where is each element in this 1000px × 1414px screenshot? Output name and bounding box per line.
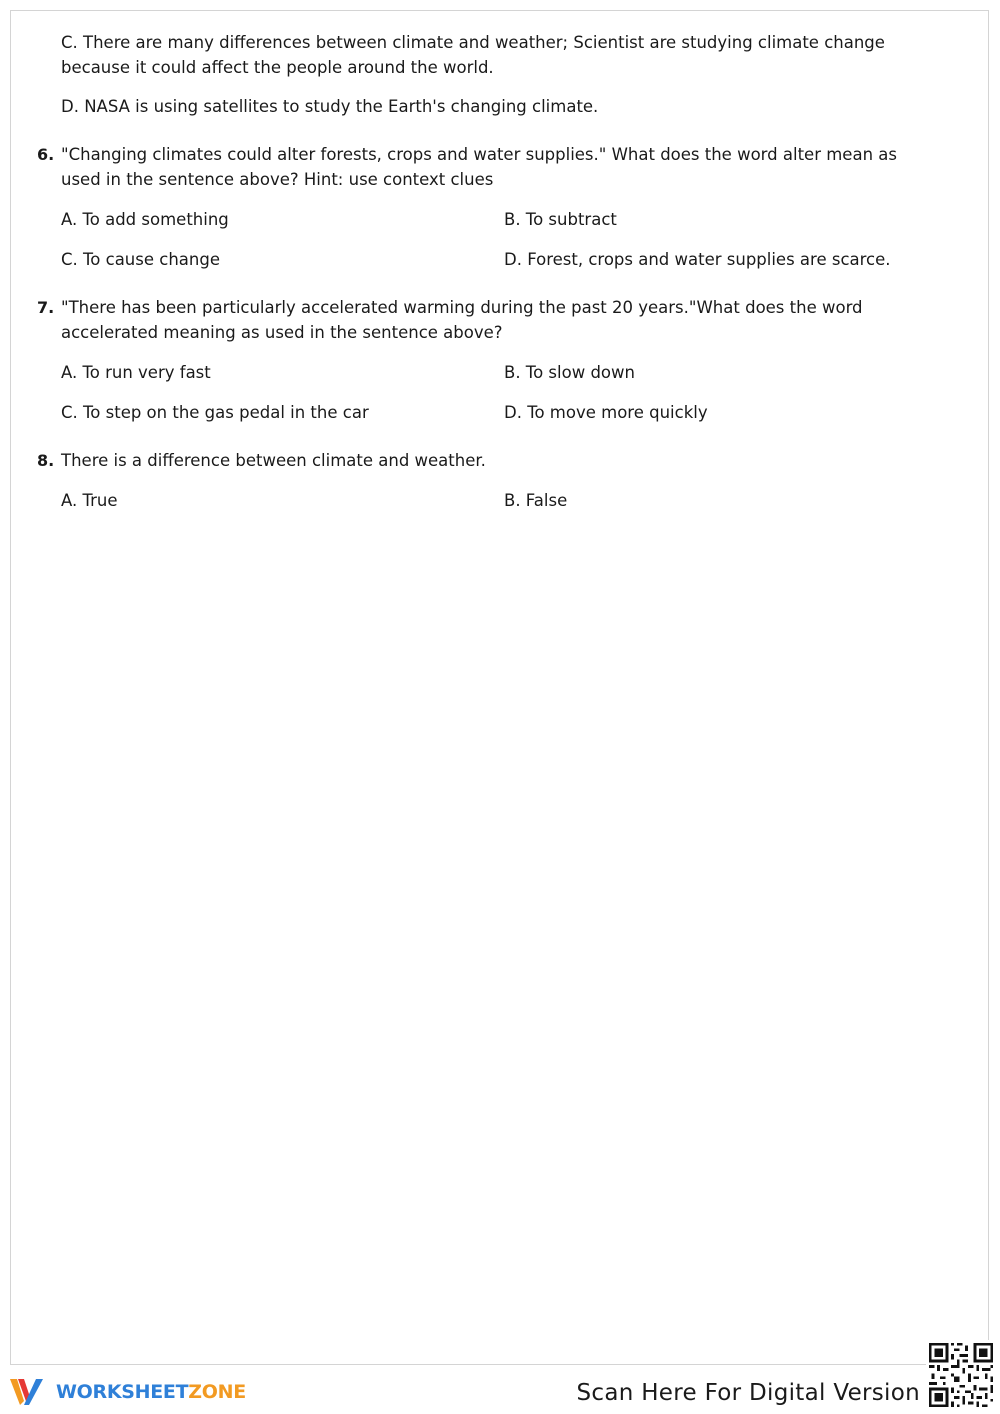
- answer-option-a: A. True: [61, 491, 118, 510]
- q5-option-c: C. There are many differences between climate and weather; Scientist are studying climate change because it could affect the people around the world.: [61, 33, 885, 77]
- logo-word-worksheet: WORKSHEET: [56, 1381, 189, 1403]
- answer-option-d: D. To move more quickly: [504, 403, 708, 422]
- answer-options: [37, 360, 937, 425]
- answer-options: [37, 207, 937, 272]
- scan-here-label: Scan Here For Digital Version: [576, 1380, 920, 1406]
- question-text: There is a difference between climate and weather.: [61, 451, 486, 470]
- logo-text: [56, 1381, 246, 1403]
- question-6: [37, 142, 937, 272]
- answer-option-c: C. To cause change: [61, 250, 220, 269]
- page-footer: [0, 1366, 1000, 1414]
- answer-option-d: D. Forest, crops and water supplies are scarce.: [504, 250, 891, 269]
- answer-option-c: C. To step on the gas pedal in the car: [61, 403, 369, 422]
- worksheet-content: [37, 30, 937, 513]
- q5-option-d: D. NASA is using satellites to study the Earth's changing climate.: [61, 97, 599, 116]
- question-number: 6.: [37, 145, 55, 164]
- question-7: [37, 295, 937, 425]
- answer-option-b: B. To slow down: [504, 363, 635, 382]
- worksheetzone-logo[interactable]: [10, 1376, 246, 1408]
- answer-option-a: A. To run very fast: [61, 363, 211, 382]
- question-number: 8.: [37, 451, 55, 470]
- answer-option-b: B. To subtract: [504, 210, 617, 229]
- question-number: 7.: [37, 298, 55, 317]
- logo-mark-icon: [10, 1377, 50, 1407]
- answer-option-a: A. To add something: [61, 210, 229, 229]
- answer-option-b: B. False: [504, 491, 568, 510]
- question-8: [37, 448, 937, 513]
- qr-code-icon[interactable]: [926, 1340, 996, 1410]
- question-text: "There has been particularly accelerated warming during the past 20 years."What does the word accelerated meaning as used in the sentence above?: [61, 298, 863, 342]
- answer-options: [37, 488, 937, 513]
- question-text: "Changing climates could alter forests, crops and water supplies." What does the word alter mean as used in the sentence above? Hint: use context clues: [61, 145, 897, 189]
- logo-word-zone: ZONE: [188, 1381, 246, 1403]
